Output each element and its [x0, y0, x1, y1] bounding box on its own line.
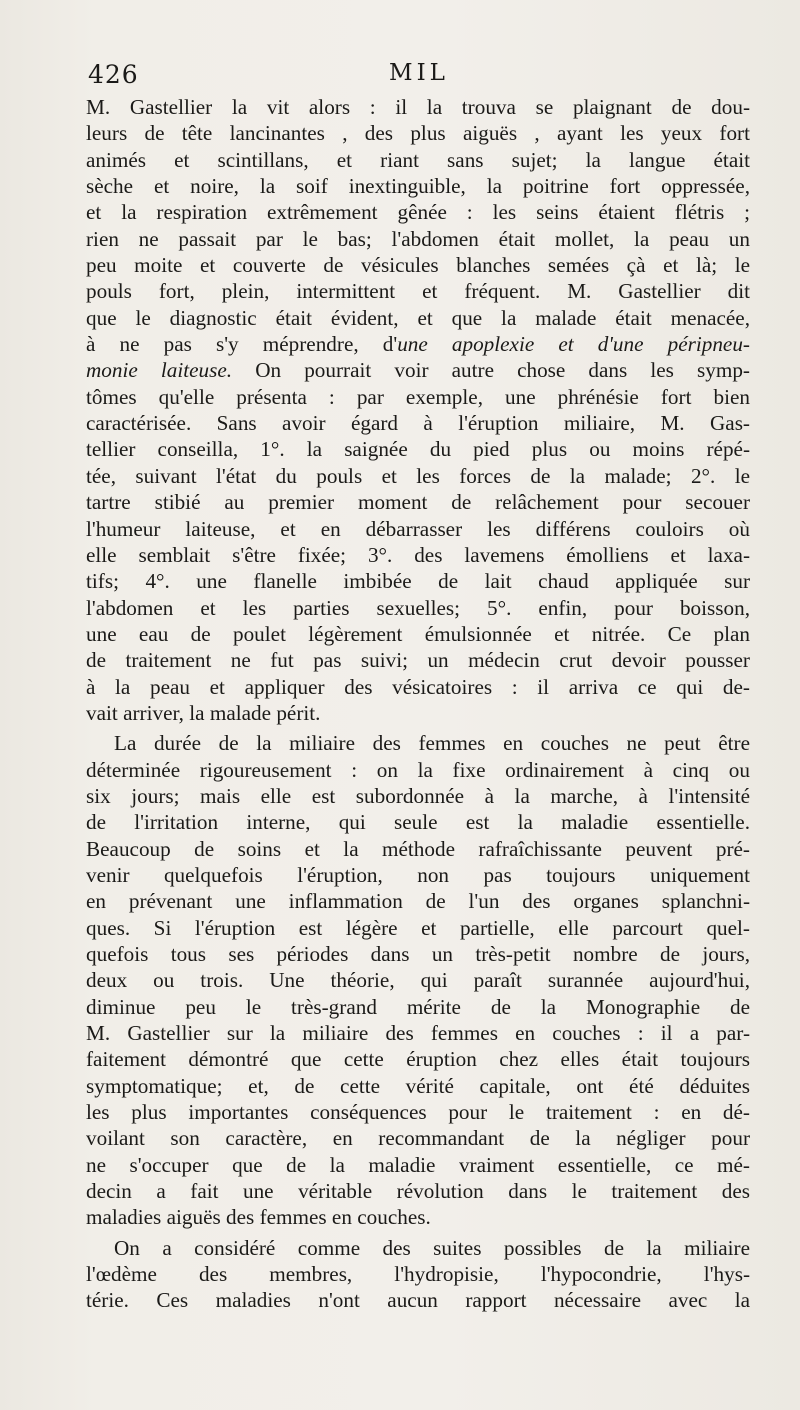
paragraph — [86, 730, 750, 1231]
page-header — [88, 60, 750, 94]
text-line: symptomatique; et, de cette vérité capitale, ont été déduites — [86, 1073, 750, 1098]
text-line: Beaucoup de soins et la méthode rafraîchissante peuvent pré- — [86, 836, 750, 861]
paragraph — [86, 94, 750, 726]
text-line: à ne pas s'y méprendre, d'une apoplexie et d'une péripneu- — [86, 332, 750, 357]
text-line: que le diagnostic était évident, et que la malade était menacée, — [86, 305, 750, 330]
text-line: venir quelquefois l'éruption, non pas toujours uniquement — [86, 862, 750, 887]
text-line: deux ou trois. Une théorie, qui paraît surannée aujourd'hui, — [86, 968, 750, 993]
text-line: monie laiteuse. On pourrait voir autre chose dans les symp- — [86, 358, 750, 383]
text-line: de traitement ne fut pas suivi; un médecin crut devoir pousser — [86, 648, 750, 673]
text-line: de l'irritation interne, qui seule est la maladie essentielle. — [86, 810, 750, 835]
text-line: sèche et noire, la soif inextinguible, la poitrine fort oppressée, — [86, 174, 750, 199]
text-line: leurs de tête lancinantes , des plus aiguës , ayant les yeux fort — [86, 121, 750, 146]
text-line: decin a fait une véritable révolution dans le traitement des — [86, 1179, 750, 1204]
running-title: MIL — [389, 60, 449, 86]
text-line: elle semblait s'être fixée; 3°. des lavemens émolliens et laxa- — [86, 542, 750, 567]
text-line: On a considéré comme des suites possibles de la miliaire — [114, 1235, 750, 1260]
text-line: tartre stibié au premier moment de relâchement pour secouer — [86, 490, 750, 515]
text-line: tée, suivant l'état du pouls et les forces de la malade; 2°. le — [86, 463, 750, 488]
text-line: La durée de la miliaire des femmes en couches ne peut être — [114, 731, 750, 756]
text-line: une eau de poulet légèrement émulsionnée et nitrée. Ce plan — [86, 621, 750, 646]
text-line: en prévenant une inflammation de l'un des organes splanchni- — [86, 889, 750, 914]
text-line: animés et scintillans, et riant sans sujet; la langue était — [86, 147, 750, 172]
text-line: vait arriver, la malade périt. — [86, 700, 321, 725]
text-line: à la peau et appliquer des vésicatoires : il arriva ce qui de- — [86, 674, 750, 699]
text-line: six jours; mais elle est subordonnée à la marche, à l'intensité — [86, 783, 750, 808]
text-line: voilant son caractère, en recommandant de la négliger pour — [86, 1126, 750, 1151]
page-body — [86, 94, 750, 1314]
paragraph — [86, 1235, 750, 1314]
text-line: tômes qu'elle présenta : par exemple, une phrénésie fort bien — [86, 384, 750, 409]
text-line: rien ne passait par le bas; l'abdomen était mollet, la peau un — [86, 226, 750, 251]
text-line: M. Gastellier sur la miliaire des femmes en couches : il a par- — [86, 1021, 750, 1046]
text-line: térie. Ces maladies n'ont aucun rapport nécessaire avec la — [86, 1288, 750, 1313]
text-line: tifs; 4°. une flanelle imbibée de lait chaud appliquée sur — [86, 569, 750, 594]
page-number: 426 — [88, 60, 139, 89]
text-line: l'humeur laiteuse, et en débarrasser les différens couloirs où — [86, 516, 750, 541]
text-line: diminue peu le très-grand mérite de la Monographie de — [86, 994, 750, 1019]
text-line: l'abdomen et les parties sexuelles; 5°. enfin, pour boisson, — [86, 595, 750, 620]
text-line: caractérisée. Sans avoir égard à l'éruption miliaire, M. Gas- — [86, 411, 750, 436]
text-line: M. Gastellier la vit alors : il la trouva se plaignant de dou- — [86, 95, 750, 119]
text-line: déterminée rigoureusement : on la fixe ordinairement à cinq ou — [86, 757, 750, 782]
text-line: et la respiration extrêmement gênée : les seins étaient flétris ; — [86, 200, 750, 225]
text-line: tellier conseilla, 1°. la saignée du pied plus ou moins répé- — [86, 437, 750, 462]
text-line: l'œdème des membres, l'hydropisie, l'hypocondrie, l'hys- — [86, 1262, 750, 1287]
text-line: ques. Si l'éruption est légère et partielle, elle parcourt quel- — [86, 915, 750, 940]
text-line: peu moite et couverte de vésicules blanches semées çà et là; le — [86, 253, 750, 278]
text-line: ne s'occuper que de la maladie vraiment essentielle, ce mé- — [86, 1152, 750, 1177]
text-line: quefois tous ses périodes dans un très-petit nombre de jours, — [86, 942, 750, 966]
text-line: faitement démontré que cette éruption chez elles était toujours — [86, 1047, 750, 1072]
text-line: pouls fort, plein, intermittent et fréquent. M. Gastellier dit — [86, 279, 750, 304]
text-line: maladies aiguës des femmes en couches. — [86, 1205, 431, 1230]
text-line: les plus importantes conséquences pour le traitement : en dé- — [86, 1100, 750, 1125]
